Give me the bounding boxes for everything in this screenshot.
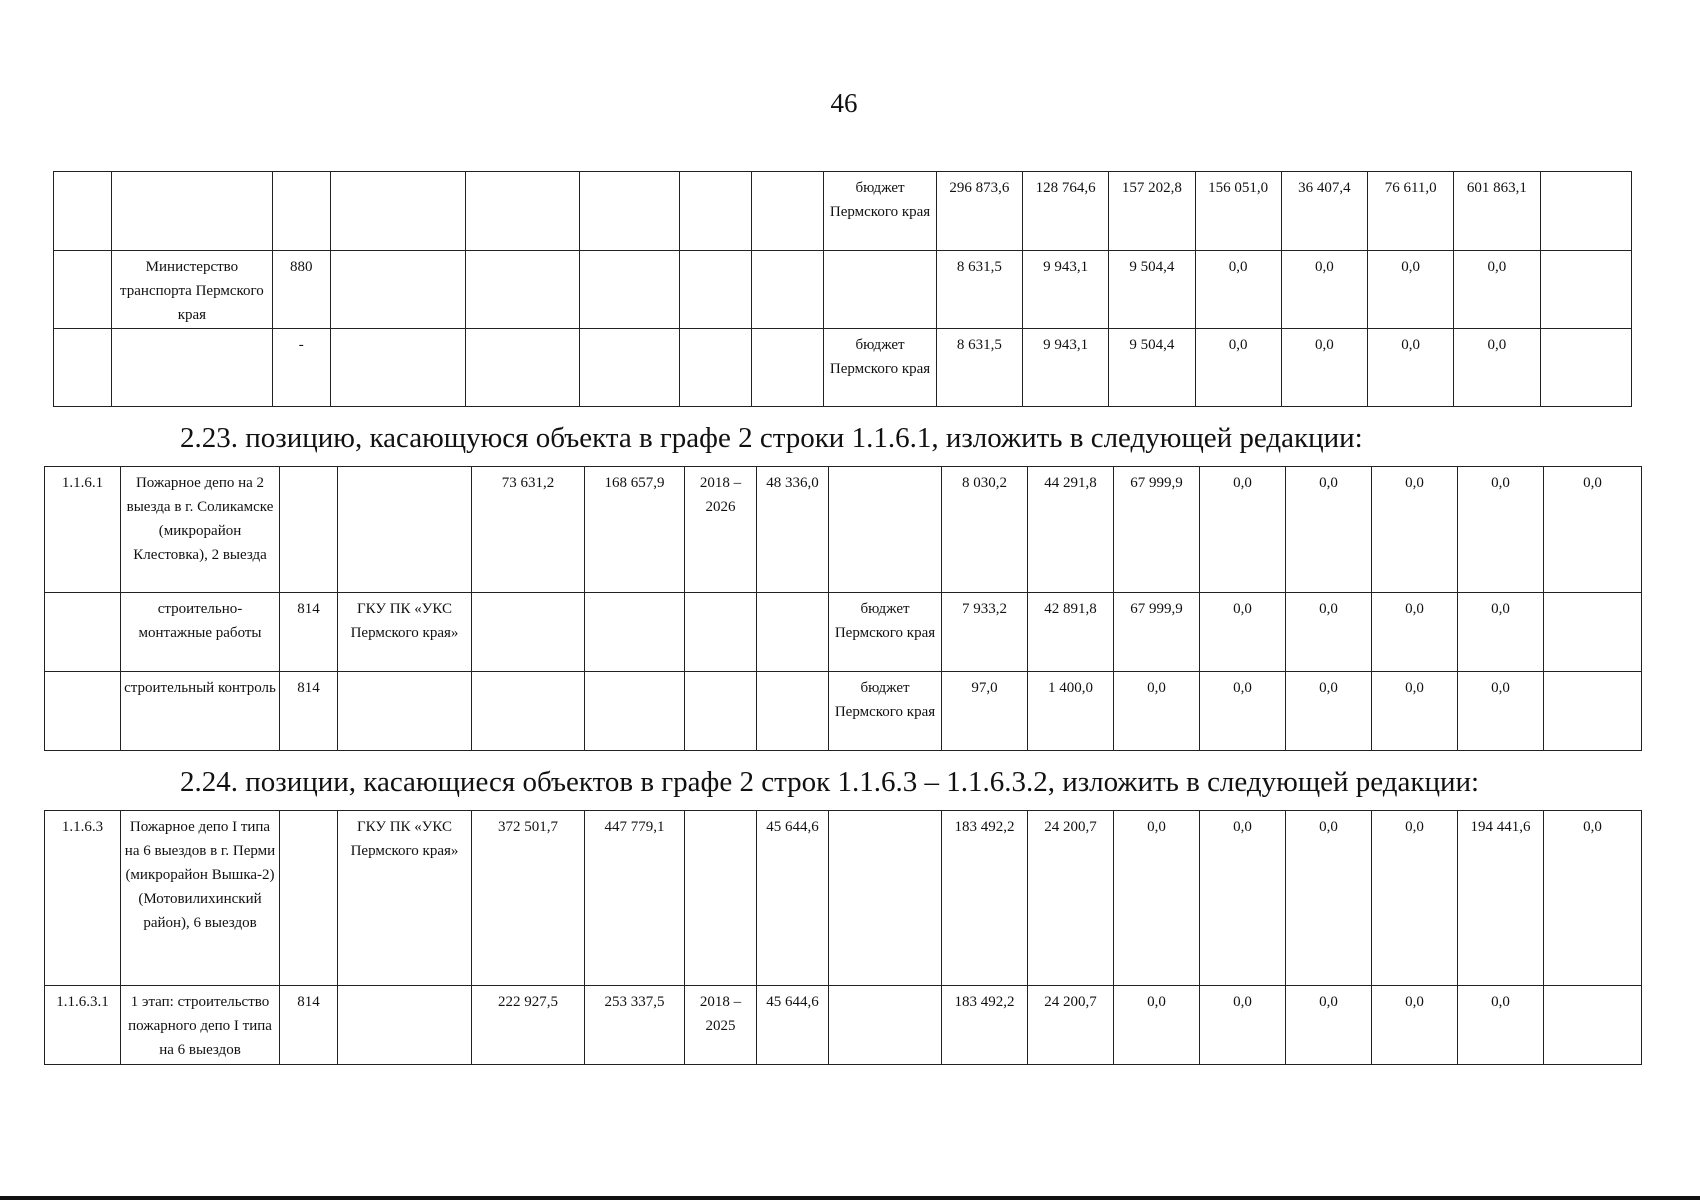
table-cell: 128 764,6 — [1022, 172, 1108, 251]
table-cell: 222 927,5 — [472, 986, 585, 1065]
table-cell — [829, 986, 942, 1065]
table-cell — [752, 172, 824, 251]
table-cell: 9 943,1 — [1022, 251, 1108, 329]
table-cell: 0,0 — [1368, 251, 1454, 329]
table-cell — [679, 251, 751, 329]
table-cell: бюджет Пермского края — [829, 672, 942, 751]
table-cell: бюджет Пермского края — [824, 172, 936, 251]
table-cell: 42 891,8 — [1028, 593, 1114, 672]
table-cell: бюджет Пермского края — [829, 593, 942, 672]
table-cell — [54, 172, 112, 251]
table-cell: 36 407,4 — [1281, 172, 1367, 251]
table-cell: 157 202,8 — [1109, 172, 1195, 251]
table-cell: - — [272, 329, 330, 407]
table-cell: 8 631,5 — [936, 251, 1022, 329]
table-cell: 1 400,0 — [1028, 672, 1114, 751]
fire-depot-perm-table — [44, 810, 1642, 1065]
table-cell: 814 — [280, 672, 338, 751]
table-cell: бюджет Пермского края — [824, 329, 936, 407]
table-cell — [752, 251, 824, 329]
table-cell: 44 291,8 — [1028, 467, 1114, 593]
table-cell — [466, 329, 579, 407]
table-cell: 194 441,6 — [1458, 811, 1544, 986]
table-cell: 0,0 — [1281, 251, 1367, 329]
table-cell: 880 — [272, 251, 330, 329]
table-cell — [330, 329, 465, 407]
section-heading-2-23: 2.23. позицию, касающуюся объекта в графе 2 строки 1.1.6.1, изложить в следующей редакции: — [180, 422, 1363, 454]
table-cell: 814 — [280, 593, 338, 672]
table-cell: 0,0 — [1281, 329, 1367, 407]
table-cell: ГКУ ПК «УКС Пермского края» — [338, 593, 472, 672]
table-cell — [829, 811, 942, 986]
table-cell: 9 504,4 — [1109, 251, 1195, 329]
table-cell: 253 337,5 — [585, 986, 685, 1065]
table-row — [45, 811, 1642, 986]
table-cell — [585, 593, 685, 672]
table-cell: 183 492,2 — [942, 811, 1028, 986]
table-cell: 0,0 — [1200, 811, 1286, 986]
table-row — [54, 329, 1632, 407]
table-cell: 447 779,1 — [585, 811, 685, 986]
table-cell: 0,0 — [1368, 329, 1454, 407]
table-cell: 97,0 — [942, 672, 1028, 751]
table-cell — [54, 251, 112, 329]
table-cell: 1.1.6.3 — [45, 811, 121, 986]
table-cell: ГКУ ПК «УКС Пермского края» — [338, 811, 472, 986]
table-cell: 156 051,0 — [1195, 172, 1281, 251]
table-cell: 2018 – 2026 — [685, 467, 757, 593]
table-cell — [685, 672, 757, 751]
table-cell: 0,0 — [1114, 811, 1200, 986]
table-cell — [330, 251, 465, 329]
table-cell — [112, 172, 273, 251]
budget-table-continuation — [53, 171, 1632, 407]
table-cell: 1.1.6.3.1 — [45, 986, 121, 1065]
table-cell: 0,0 — [1200, 593, 1286, 672]
table-cell — [1540, 251, 1631, 329]
table-cell: 372 501,7 — [472, 811, 585, 986]
table-cell: Пожарное депо на 2 выезда в г. Соликамске (микрорайон Клестовка), 2 выезда — [121, 467, 280, 593]
table-cell — [45, 593, 121, 672]
table-cell — [466, 251, 579, 329]
table-cell: 0,0 — [1458, 467, 1544, 593]
table-cell — [1544, 672, 1642, 751]
table-cell: 0,0 — [1454, 329, 1540, 407]
table-cell: 0,0 — [1372, 672, 1458, 751]
table-cell: 0,0 — [1372, 593, 1458, 672]
fire-depot-solikamsk-table — [44, 466, 1642, 751]
table-cell — [579, 172, 679, 251]
table-cell — [472, 593, 585, 672]
table-cell — [679, 172, 751, 251]
table-cell: 0,0 — [1195, 329, 1281, 407]
table-cell: 24 200,7 — [1028, 986, 1114, 1065]
table-cell: 1.1.6.1 — [45, 467, 121, 593]
table-cell: Министерство транспорта Пермского края — [112, 251, 273, 329]
table-cell — [752, 329, 824, 407]
table-cell: 183 492,2 — [942, 986, 1028, 1065]
table-cell — [45, 672, 121, 751]
table-cell: 0,0 — [1544, 811, 1642, 986]
section-heading-2-24: 2.24. позиции, касающиеся объектов в графе 2 строк 1.1.6.3 – 1.1.6.3.2, изложить в следующей редакции: — [180, 766, 1480, 798]
table-cell — [280, 467, 338, 593]
table-cell: 1 этап: строительство пожарного депо I типа на 6 выездов — [121, 986, 280, 1065]
page-number: 46 — [830, 88, 858, 118]
table-cell: 0,0 — [1200, 672, 1286, 751]
table-cell — [338, 986, 472, 1065]
scan-edge — [0, 1196, 1700, 1200]
table-cell — [472, 672, 585, 751]
table-cell: 814 — [280, 986, 338, 1065]
table-cell — [54, 329, 112, 407]
table-cell — [679, 329, 751, 407]
table-cell — [1544, 986, 1642, 1065]
table-row — [54, 172, 1632, 251]
table-cell — [330, 172, 465, 251]
table-cell: 0,0 — [1286, 467, 1372, 593]
table-row — [45, 467, 1642, 593]
table-cell: 296 873,6 — [936, 172, 1022, 251]
table-cell: 0,0 — [1458, 986, 1544, 1065]
table-cell: Пожарное депо I типа на 6 выездов в г. Перми (микрорайон Вышка-2) (Мотовилихинский район), 6 выездов — [121, 811, 280, 986]
table-cell: 0,0 — [1458, 672, 1544, 751]
table-cell: 48 336,0 — [757, 467, 829, 593]
table-cell: 0,0 — [1200, 467, 1286, 593]
table-cell: 76 611,0 — [1368, 172, 1454, 251]
table-cell: 9 504,4 — [1109, 329, 1195, 407]
table-cell — [824, 251, 936, 329]
table-cell — [757, 672, 829, 751]
table-cell: 0,0 — [1195, 251, 1281, 329]
table-cell: 67 999,9 — [1114, 467, 1200, 593]
table-cell: 0,0 — [1200, 986, 1286, 1065]
table-cell — [280, 811, 338, 986]
table-cell — [829, 467, 942, 593]
table-cell: 0,0 — [1286, 672, 1372, 751]
table-cell — [338, 467, 472, 593]
table-cell: 0,0 — [1114, 986, 1200, 1065]
table-cell — [1540, 329, 1631, 407]
table-cell — [272, 172, 330, 251]
table-cell: 2018 – 2025 — [685, 986, 757, 1065]
table-cell: 45 644,6 — [757, 811, 829, 986]
table-cell: 8 631,5 — [936, 329, 1022, 407]
table-row — [45, 672, 1642, 751]
table-cell: 73 631,2 — [472, 467, 585, 593]
table-cell: 0,0 — [1458, 593, 1544, 672]
table-cell: 7 933,2 — [942, 593, 1028, 672]
table-cell: 0,0 — [1286, 811, 1372, 986]
table-cell: 67 999,9 — [1114, 593, 1200, 672]
table-cell: строительно-монтажные работы — [121, 593, 280, 672]
table-cell: 0,0 — [1544, 467, 1642, 593]
table-cell: 0,0 — [1286, 593, 1372, 672]
table-cell: 0,0 — [1372, 811, 1458, 986]
table-cell: 0,0 — [1372, 467, 1458, 593]
table-cell: 601 863,1 — [1454, 172, 1540, 251]
table-cell — [757, 593, 829, 672]
table-cell: 0,0 — [1286, 986, 1372, 1065]
table-cell — [1540, 172, 1631, 251]
table-cell: 0,0 — [1372, 986, 1458, 1065]
table-cell: строительный контроль — [121, 672, 280, 751]
table-cell: 24 200,7 — [1028, 811, 1114, 986]
table-cell: 8 030,2 — [942, 467, 1028, 593]
table-cell: 0,0 — [1454, 251, 1540, 329]
table-cell: 0,0 — [1114, 672, 1200, 751]
table-cell — [338, 672, 472, 751]
table-cell: 9 943,1 — [1022, 329, 1108, 407]
table-cell — [685, 811, 757, 986]
table-row — [45, 986, 1642, 1065]
table-cell — [579, 251, 679, 329]
table-row — [54, 251, 1632, 329]
table-cell — [685, 593, 757, 672]
table-cell — [112, 329, 273, 407]
table-cell — [466, 172, 579, 251]
table-cell — [579, 329, 679, 407]
table-cell: 45 644,6 — [757, 986, 829, 1065]
table-cell — [585, 672, 685, 751]
table-cell — [1544, 593, 1642, 672]
table-cell: 168 657,9 — [585, 467, 685, 593]
table-row — [45, 593, 1642, 672]
